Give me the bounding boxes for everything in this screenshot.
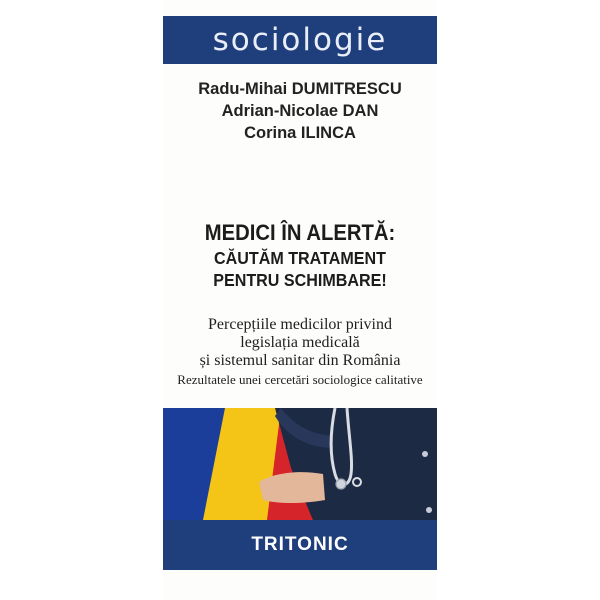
author-name: Corina ILINCA: [244, 124, 356, 142]
title-line-1: MEDICI ÎN ALERTĂ:: [204, 220, 396, 245]
series-label: sociologie: [212, 22, 388, 58]
cover-bottom-margin: [163, 570, 437, 600]
author-list: [163, 78, 437, 144]
author-name: Adrian-Nicolae DAN: [221, 102, 379, 120]
series-band: [163, 16, 437, 64]
publisher-band: [163, 520, 437, 570]
publisher-name: TRITONIC: [251, 534, 349, 555]
title-line-3: PENTRU SCHIMBARE!: [213, 270, 387, 290]
subtitle-line-3: și sistemul sanitar din România: [199, 352, 401, 369]
cover-photo: [163, 408, 437, 520]
subtitle-line-2: legislația medicală: [240, 334, 360, 351]
title-line-2: CĂUTĂM TRATAMENT: [213, 248, 387, 268]
subtitle-line-4: Rezultatele unei cercetări sociologice calitative: [177, 372, 423, 387]
book-cover: [163, 0, 437, 600]
book-subtitle: [163, 316, 437, 388]
subtitle-line-1: Percepțiile medicilor privind: [208, 316, 392, 333]
book-title: [163, 219, 437, 291]
author-name: Radu-Mihai DUMITRESCU: [198, 80, 402, 98]
